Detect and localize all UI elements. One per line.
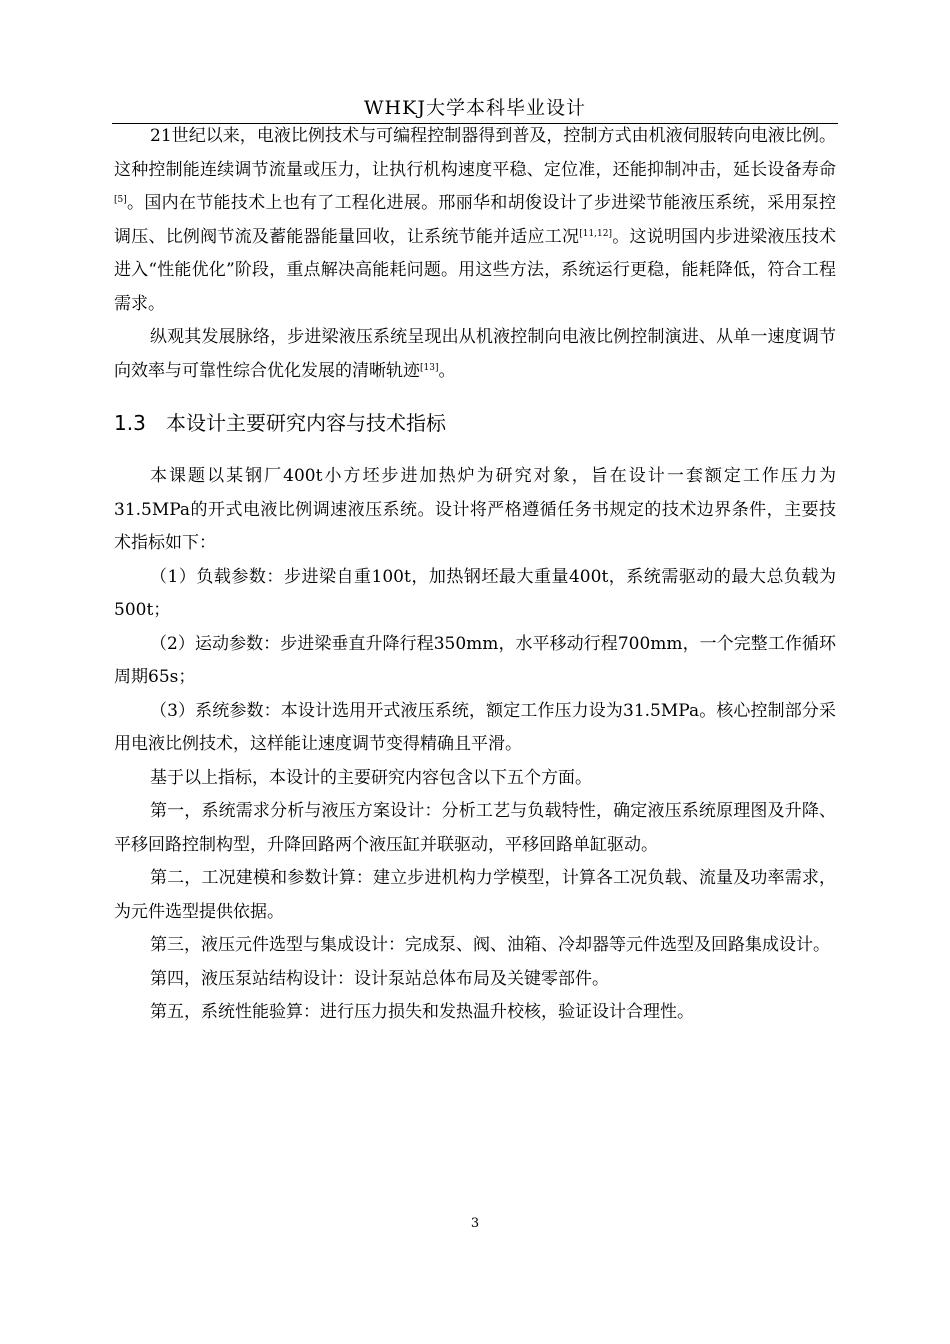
body-paragraph [114,120,836,321]
document-body [114,120,836,1030]
paragraph-text: 纵观其发展脉络，步进梁液压系统呈现出从机液控制向电液比例控制演进、从单一速度调节向效率与可靠性综合优化发展的清晰轨迹 [114,327,836,381]
citation-superscript: [13] [420,362,439,373]
research-item-4: 第四，液压泵站结构设计：设计泵站总体布局及关键零部件。 [150,968,609,989]
spec-item-system: （3）系统参数：本设计选用开式液压系统，额定工作压力设为31.5MPa。核心控制部分采用电液比例技术，这样能让速度调节变得精确且平滑。 [114,700,836,754]
section-title: 本设计主要研究内容与技术指标 [166,411,446,435]
section-number: 1.3 [114,411,146,435]
research-item-3: 第三，液压元件选型与集成设计：完成泵、阀、油箱、冷却器等元件选型及回路集成设计。 [150,935,830,955]
page-header-title: WHKJ大学本科毕业设计 [364,97,586,119]
body-paragraph [114,321,836,388]
section-heading [114,408,836,438]
body-paragraph: 本课题以某钢厂400t小方坯步进加热炉为研究对象，旨在设计一套额定工作压力为31.5MPa的开式电液比例调速液压系统。设计将严格遵循任务书规定的技术边界条件，主要技术指标如下： [114,466,836,553]
page-number: 3 [470,1216,480,1231]
spec-item-load: （1）负载参数：步进梁自重100t，加热钢坯最大重量400t，系统需驱动的最大总负载为500t； [114,566,836,620]
research-item-1: 第一，系统需求分析与液压方案设计：分析工艺与负载特性，确定液压系统原理图及升降、平移回路控制构型，升降回路两个液压缸并联驱动，平移回路单缸驱动。 [114,801,836,855]
citation-superscript: [5] [114,195,127,205]
paragraph-text: 21世纪以来，电液比例技术与可编程控制器得到普及，控制方式由机液伺服转向电液比例。这种控制能连续调节流量或压力，让执行机构速度平稳、定位准，还能抑制冲击，延长设备寿命 [114,126,836,180]
body-paragraph: 基于以上指标，本设计的主要研究内容包含以下五个方面。 [150,767,592,788]
paragraph-text: 。这说明国内步进梁液压技术进入“性能优化”阶段，重点解决高能耗问题。用这些方法，系统运行更稳，能耗降低，符合工程需求。 [114,226,837,314]
paragraph-text: 。国内在节能技术上也有了工程化进展。邢丽华和胡俊设计了步进梁节能液压系统，采用泵控调压、比例阀节流及蓄能器能量回收，让系统节能并适应工况 [114,193,836,247]
research-item-5: 第五，系统性能验算：进行压力损失和发热温升校核，验证设计合理性。 [150,1002,694,1022]
spec-item-motion: （2）运动参数：步进梁垂直升降行程350mm，水平移动行程700mm，一个完整工作循环周期65s； [114,633,836,687]
paragraph-text: 。 [438,360,456,381]
research-item-2: 第二，工况建模和参数计算：建立步进机构力学模型，计算各工况负载、流量及功率需求，为元件选型提供依据。 [114,868,836,922]
citation-superscript: [11,12] [579,228,613,239]
